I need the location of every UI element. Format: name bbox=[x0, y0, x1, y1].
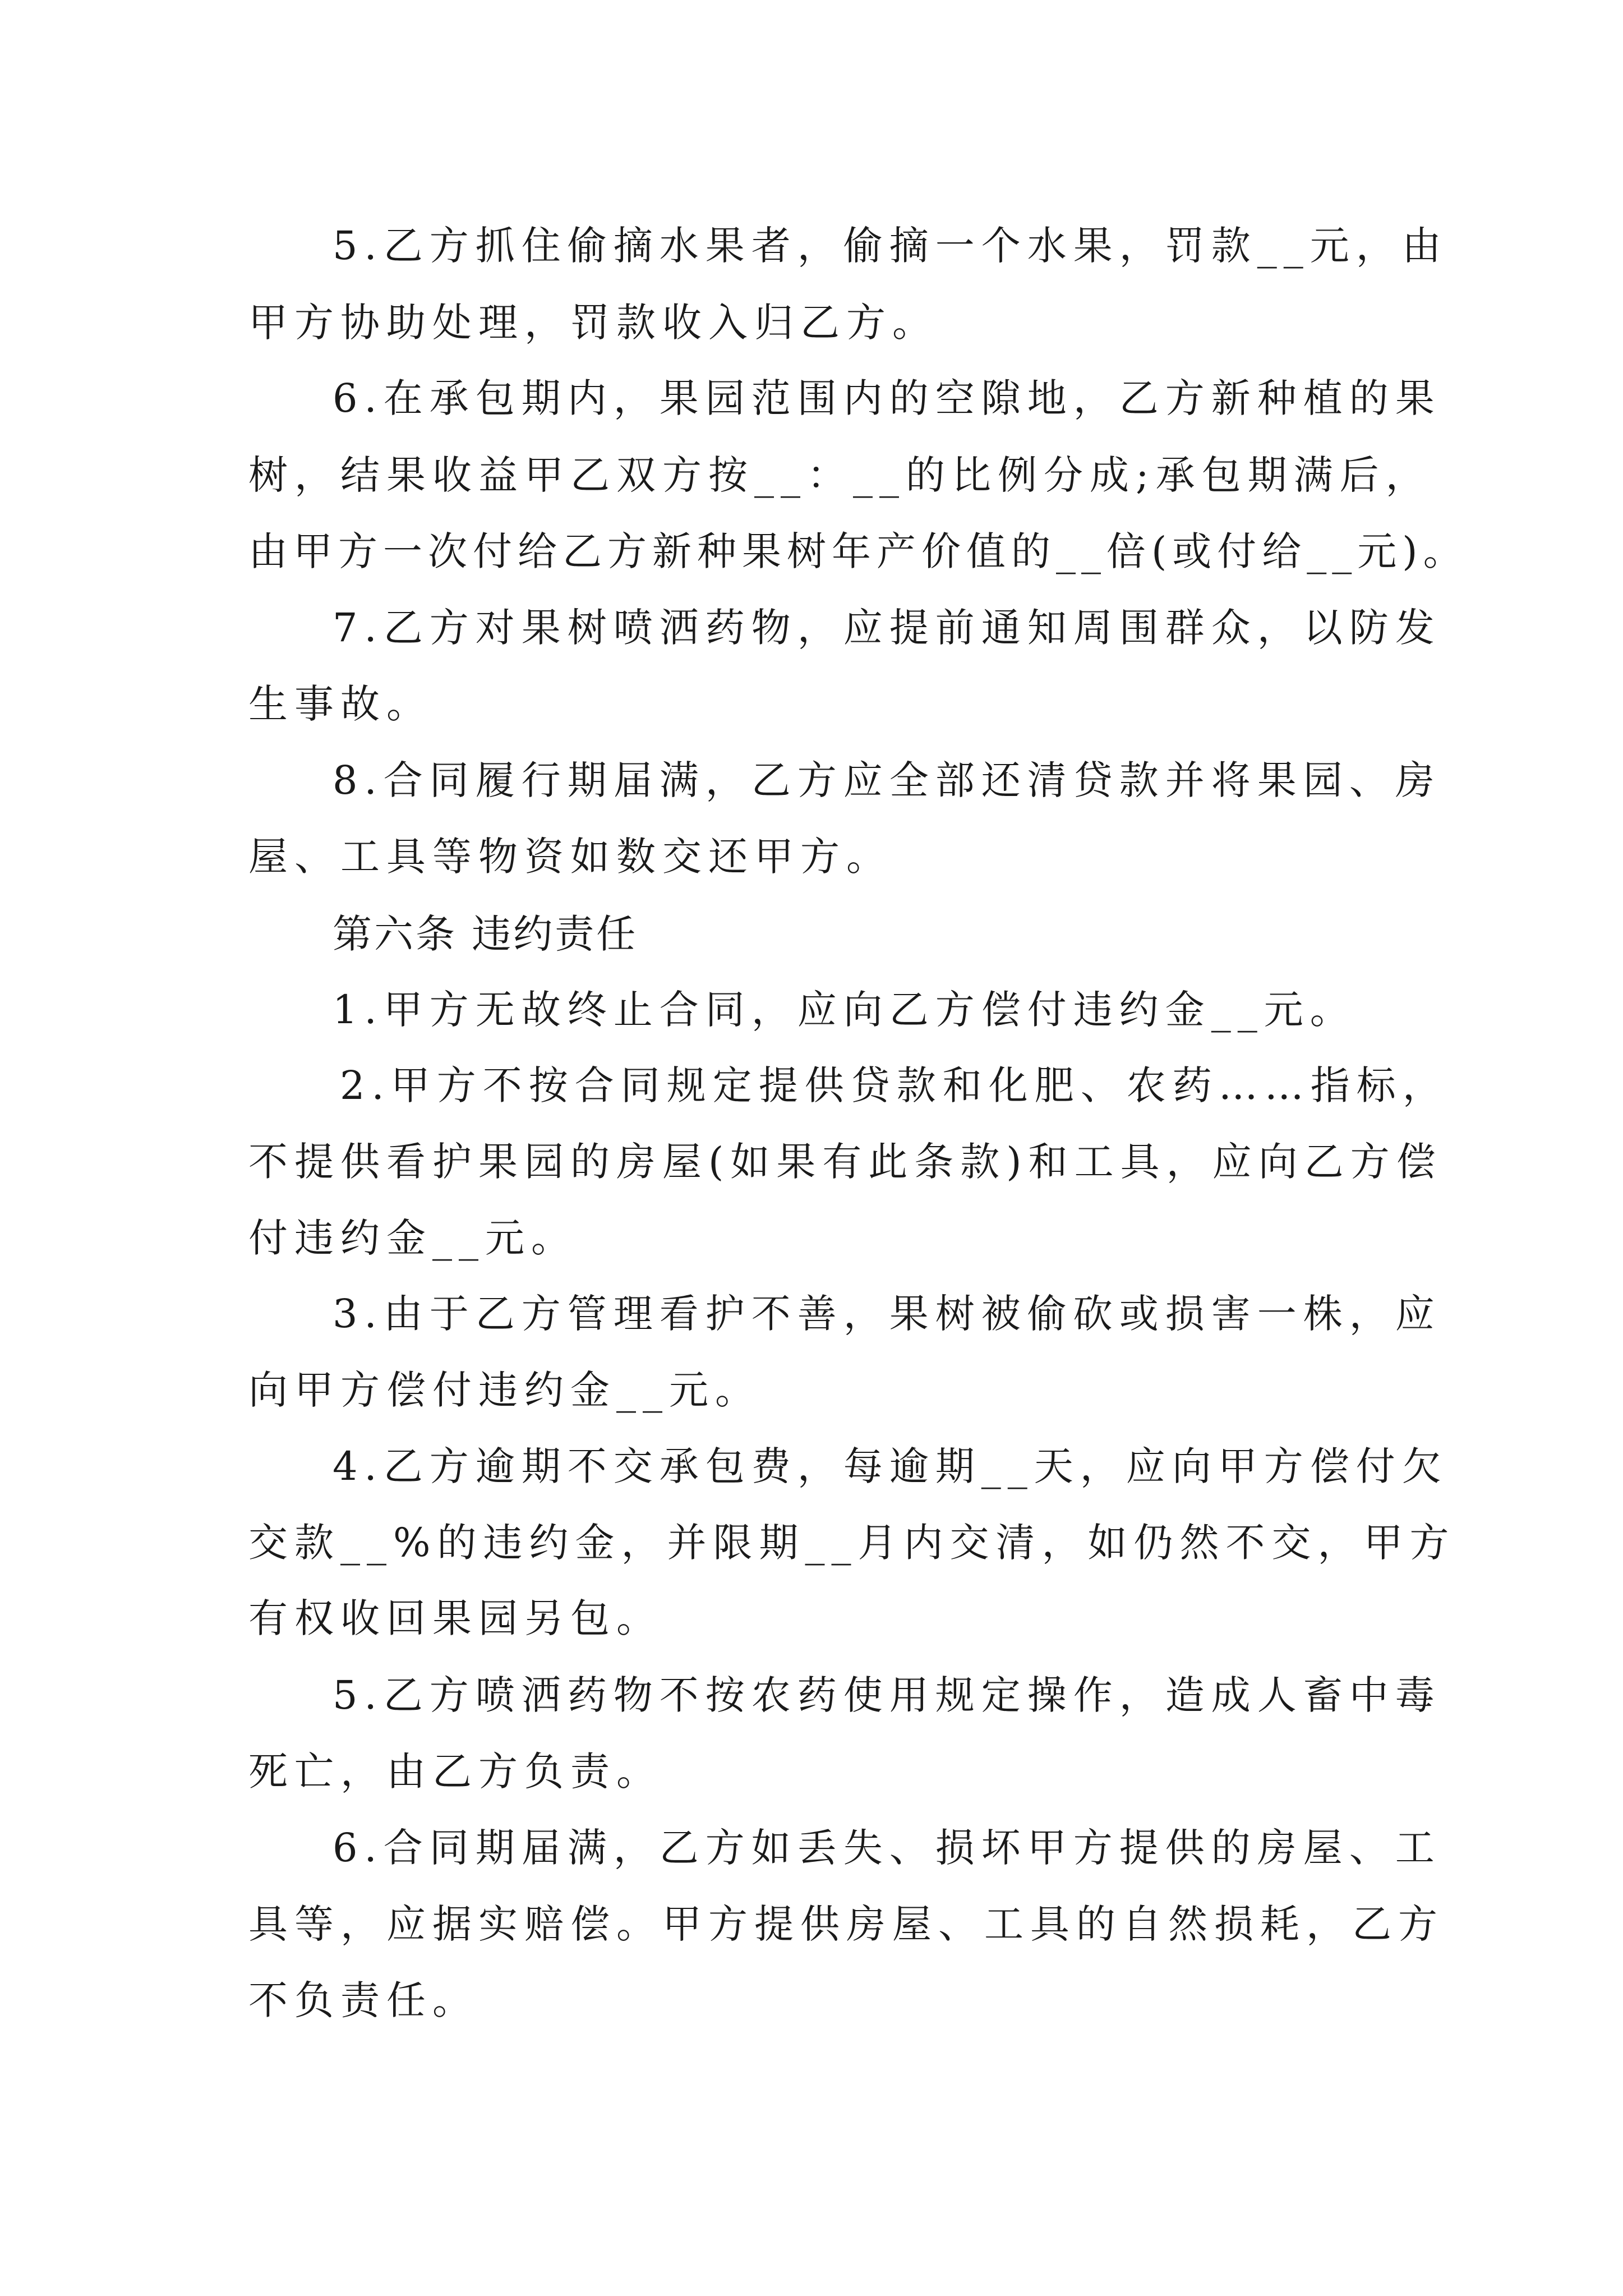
text-line: 6.在承包期内，果园范围内的空隙地，乙方新种植的果 bbox=[333, 375, 1441, 421]
text-line: 生事故。 bbox=[248, 681, 432, 727]
text-line: 向甲方偿付违约金__元。 bbox=[248, 1367, 761, 1413]
text-line: 8.合同履行期届满，乙方应全部还清贷款并将果园、房 bbox=[333, 757, 1441, 803]
text-line: 具等，应据实赔偿。甲方提供房屋、工具的自然损耗，乙方 bbox=[248, 1901, 1444, 1947]
text-line: 屋、工具等物资如数交还甲方。 bbox=[248, 834, 892, 880]
text-line: 6.合同期届满，乙方如丢失、损坏甲方提供的房屋、工 bbox=[333, 1825, 1441, 1871]
text-line: 5.乙方喷洒药物不按农药使用规定操作，造成人畜中毒 bbox=[333, 1672, 1441, 1718]
text-line: 5.乙方抓住偷摘水果者，偷摘一个水果，罚款__元，由 bbox=[333, 223, 1448, 269]
text-line: 甲方协助处理，罚款收入归乙方。 bbox=[248, 300, 938, 346]
text-line: 有权收回果园另包。 bbox=[248, 1595, 662, 1641]
text-line: 4.乙方逾期不交承包费，每逾期__天，应向甲方偿付欠 bbox=[333, 1443, 1448, 1489]
text-line: 3.由于乙方管理看护不善，果树被偷砍或损害一株，应 bbox=[333, 1291, 1441, 1337]
text-line: 树，结果收益甲乙双方按__：__的比例分成;承包期满后， bbox=[248, 452, 1432, 498]
text-line: 不提供看护果园的房屋(如果有此条款)和工具，应向乙方偿 bbox=[248, 1139, 1442, 1185]
text-line: 付违约金__元。 bbox=[248, 1215, 577, 1261]
text-line: 1.甲方无故终止合同，应向乙方偿付违约金__元。 bbox=[333, 987, 1356, 1033]
text-line: 不负责任。 bbox=[248, 1977, 478, 2023]
text-line: 由甲方一次付给乙方新种果树年产价值的__倍(或付给__元)。 bbox=[248, 528, 1468, 574]
text-line: 死亡，由乙方负责。 bbox=[248, 1749, 662, 1795]
text-line: 2.甲方不按合同规定提供贷款和化肥、农药……指标， bbox=[340, 1062, 1449, 1108]
section-heading: 第六条 违约责任 bbox=[333, 911, 638, 957]
text-line: 7.乙方对果树喷洒药物，应提前通知周围群众，以防发 bbox=[333, 605, 1441, 651]
text-line: 交款__%的违约金，并限期__月内交清，如仍然不交，甲方 bbox=[248, 1520, 1456, 1566]
